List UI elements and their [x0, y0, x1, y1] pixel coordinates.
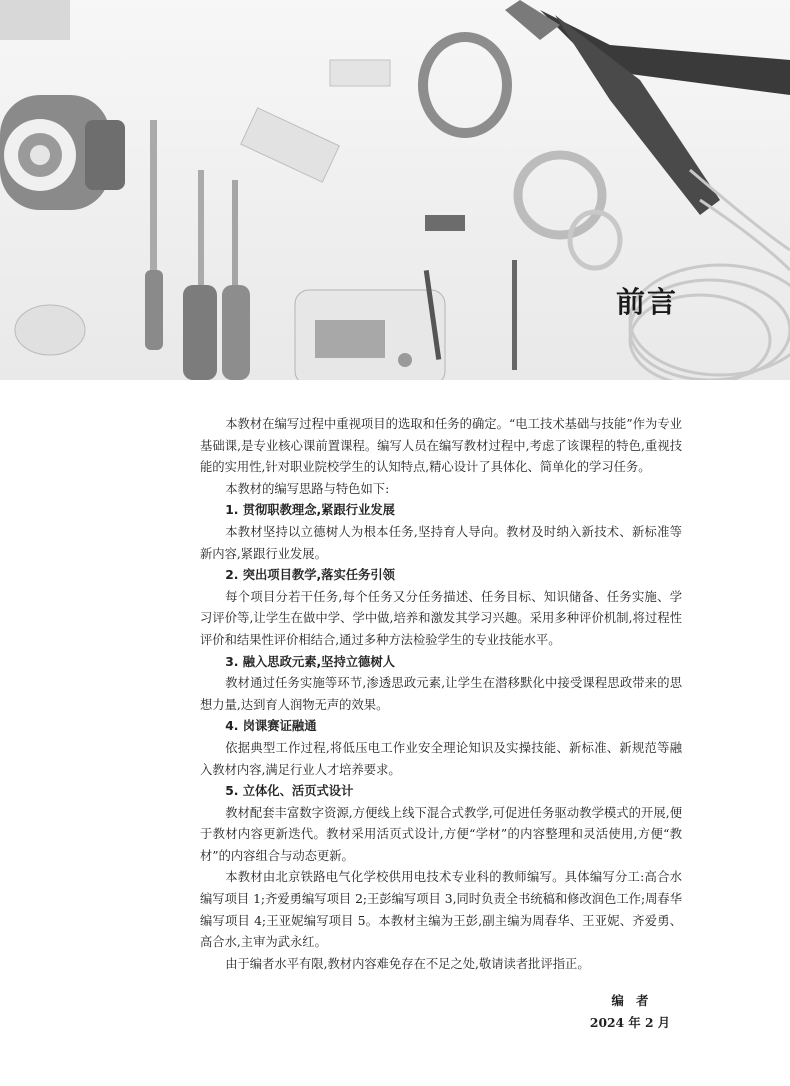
multimeter-icon	[295, 290, 445, 380]
signature-date: 2024 年 2 月	[589, 1015, 671, 1030]
signature-block	[560, 990, 700, 1034]
paragraph-section-1: 本教材坚持以立德树人为根本任务,坚持育人导向。教材及时纳入新技术、新标准等新内容,紧跟行业发展。	[200, 524, 682, 561]
paragraph-section-3: 教材通过任务实施等环节,渗透思政元素,让学生在潜移默化中接受课程思政带来的思想力量,达到育人润物无声的效果。	[200, 676, 682, 712]
tape-measure-icon	[0, 95, 125, 210]
paragraph-features-lead: 本教材的编写思路与特色如下:	[225, 481, 390, 496]
preface-body	[200, 414, 682, 975]
section-heading-1: 1. 贯彻职教理念,紧跟行业发展	[225, 503, 395, 518]
terminal-block-icon	[241, 60, 390, 182]
tools-illustration	[0, 0, 790, 380]
screwdriver-icon	[145, 120, 250, 380]
paragraph-section-2: 每个项目分若干任务,每个任务又分任务描述、任务目标、知识储备、任务实施、学习评价等,让学生在做中学、学中做,培养和激发其学习兴趣。采用多种评价机制,将过程性评价和结果性评价相结合,通过多种方法检验学生的专业技能水平。	[200, 589, 682, 647]
paragraph-closing: 由于编者水平有限,教材内容难免存在不足之处,敬请读者批评指正。	[225, 956, 590, 971]
pliers-icon	[505, 0, 790, 215]
section-heading-5: 5. 立体化、活页式设计	[225, 784, 354, 799]
tape-roll-icon	[423, 37, 620, 268]
header-banner-illustration	[0, 0, 790, 380]
section-heading-4: 4. 岗课赛证融通	[225, 719, 317, 734]
section-heading-2: 2. 突出项目教学,落实任务引领	[225, 568, 395, 583]
signature-author: 编 者	[611, 993, 649, 1008]
paragraph-authors: 本教材由北京铁路电气化学校供用电技术专业科的教师编写。具体编写分工:高合水编写项目 1;齐爱勇编写项目 2;王彭编写项目 3,同时负责全书统稿和修改润色工作;周春华编写项目 4;王亚妮编写项目 5。本教材主编为王彭,副主编为周春华、王亚妮、齐爱勇、高合水,主审为武永红。	[200, 870, 682, 950]
paragraph-section-4: 依据典型工作过程,将低压电工作业安全理论知识及实操技能、新标准、新规范等融入教材内容,满足行业人才培养要求。	[200, 740, 682, 777]
section-heading-3: 3. 融入思政元素,坚持立德树人	[225, 654, 395, 669]
paragraph-intro: 本教材在编写过程中重视项目的选取和任务的确定。“电工技术基础与技能”作为专业基础课,是专业核心课前置课程。编写人员在编写教材过程中,考虑了该课程的特色,重视技能的实用性,针对职业院校学生的认知特点,精心设计了具体化、简单化的学习任务。	[200, 417, 682, 475]
paragraph-section-5: 教材配套丰富数字资源,方便线上线下混合式教学,可促进任务驱动教学模式的开展,便于教材内容更新迭代。教材采用活页式设计,方便“学材”的内容整理和灵活使用,方便“教材”的内容组合与动态更新。	[200, 805, 682, 863]
page-title: 前言	[615, 285, 678, 319]
